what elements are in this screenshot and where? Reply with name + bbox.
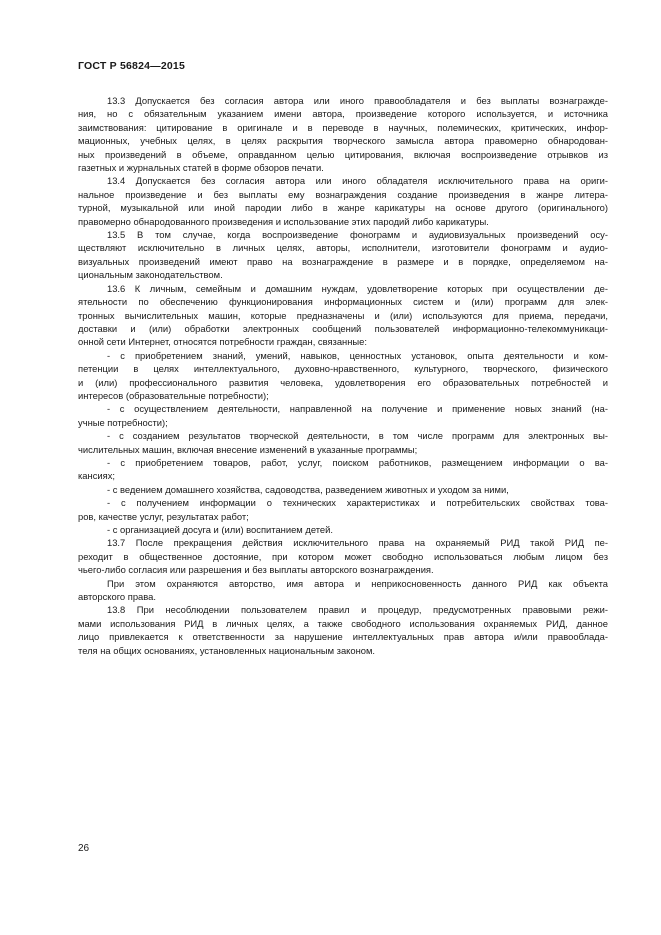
text-line: ятельности по обеспечению функционирования информационных систем и (или) программ для элек- [78,296,608,308]
text-line: заимствования: цитирование в оригинале и в переводе в научных, полемических, критических, инфор- [78,121,608,133]
text-line: кансиях; [78,470,115,482]
text-line: учные потребности); [78,416,168,428]
text-line: тронных вычислительных машин, которые предназначены и (или) используются для приема, передачи, [78,309,608,321]
text-line: лицо привлекается к ответственности за нарушение интеллектуальных прав автора и/или правооблада- [78,631,608,643]
text-line: турной, музыкальной или иной пародии либо в жанре карикатуры на основе другого (оригинального) [78,202,608,214]
text-line: - с организацией досуга и (или) воспитанием детей. [107,524,333,535]
text-line: 13.7 После прекращения действия исключительного права на охраняемый РИД такой РИД пе- [107,537,608,549]
text-line: ных произведений в объеме, оправданном целью цитирования, включая воспроизведение отрывков из [78,148,608,160]
text-line: теля на общих основаниях, установленных национальным законом. [78,644,376,656]
text-line: доставки и (или) обработки электронных сообщений пользователей информационно-телекоммуникаци- [78,322,608,334]
text-line: интересов (образовательные потребности); [78,389,269,401]
text-line: чьего-либо согласия или разрешения и без выплаты авторского вознаграждения. [78,564,434,576]
text-line: При этом охраняются авторство, имя автора и неприкосновенность данного РИД как объекта [107,577,608,589]
text-line: - с ведением домашнего хозяйства, садоводства, разведением животных и уходом за ними, [107,483,509,495]
text-line: циональным законодательством. [78,269,223,281]
document-body [78,94,608,657]
text-line: 13.3 Допускается без согласия автора или иного правообладателя и без выплаты вознагражде- [107,95,608,106]
text-line: ров, качестве услуг, результатах работ; [78,510,249,522]
text-line: визуальных произведений имеют право на вознаграждение в размере и в порядке, определяемом на- [78,255,608,267]
text-line: нальное произведение и без выплаты ему вознаграждения создание произведения в жанре литера- [78,188,608,200]
text-line: 13.8 При несоблюдении пользователем правил и процедур, предусмотренных правовыми режи- [107,604,608,616]
text-line: - с созданием результатов творческой деятельности, в том числе программ для электронных вы- [107,430,608,442]
document-header: ГОСТ Р 56824—2015 [78,60,186,72]
text-line: 13.4 Допускается без согласия автора или иного обладателя исключительного права на ориги- [107,175,608,187]
text-line: - с приобретением знаний, умений, навыков, ценностных установок, опыта деятельности и ком- [107,349,608,361]
text-line: и (или) профессионального развития человека, удовлетворения его образовательных потребностей и [78,376,608,388]
text-line: правомерно обнародованного произведения и использование этих пародий либо карикатуры. [78,215,489,227]
text-line: петенции в целях интеллектуального, духовно-нравственного, культурного, творческого, физического [78,363,608,375]
text-line: 13.6 К личным, семейным и домашним нуждам, удовлетворение которых при осуществлении де- [107,282,608,294]
text-line: 13.5 В том случае, когда воспроизведение фонограмм и аудиовизуальных произведений осу- [107,229,608,241]
text-line: авторского права. [78,591,156,603]
text-line: числительных машин, включая внесение изменений в указанные программы; [78,443,418,455]
text-line: - с приобретением товаров, работ, услуг, поиском работников, размещением информации о ва- [107,456,608,468]
text-line: ния, но с обязательным указанием имени автора, произведение которого используется, и источника [78,108,608,120]
text-line: реходит в общественное достояние, при котором может свободно использоваться любым лицом без [78,550,608,562]
text-line: газетных и журнальных статей в форме обзоров печати. [78,162,324,174]
text-line: онной сети Интернет, относятся потребности граждан, связанные: [78,336,367,348]
text-line: мами использования РИД в личных целях, а также свободного использования охраняемых РИД, данное [78,617,608,629]
text-line: - с осуществлением деятельности, направленной на получение и применение новых знаний (на- [107,403,608,415]
text-line: мационных, учебных целях, в целях раскрытия творческого замысла автора правомерно обнародован- [78,135,608,147]
text-line: ществляют исключительно в личных целях, авторы, исполнители, изготовители фонограмм и аудио- [78,242,608,254]
page-number: 26 [78,843,90,854]
text-line: - с получением информации о технических характеристиках и потребительских свойствах това- [107,497,608,509]
